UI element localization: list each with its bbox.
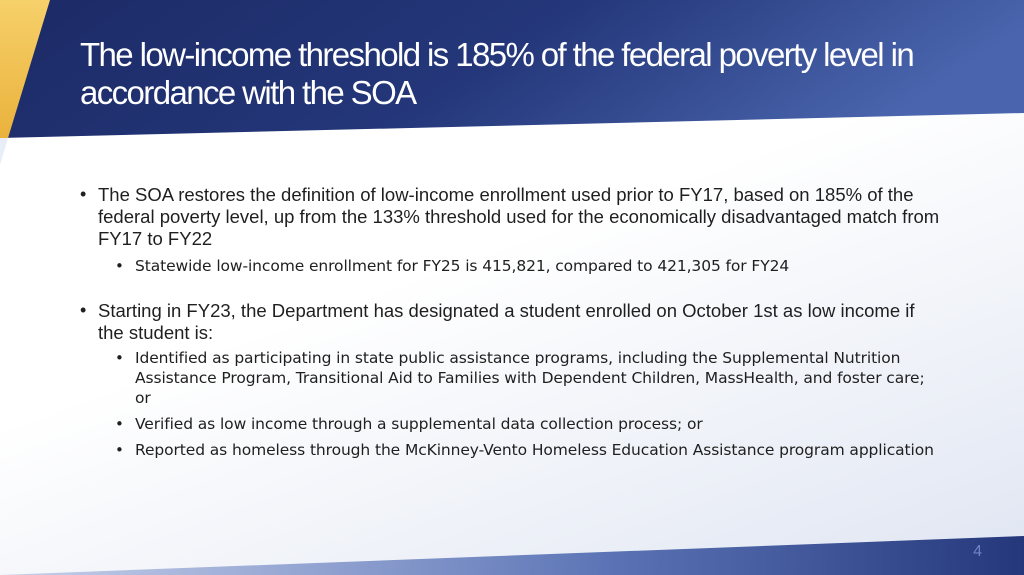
- bullet-starting-fy23: [80, 300, 940, 344]
- footer-band-shape: [0, 536, 1024, 575]
- bullet-text: Starting in FY23, the Department has designated a student enrolled on October 1st as low income if the student is:: [98, 300, 915, 343]
- sub-bullet-marker: •: [115, 349, 124, 367]
- slide-body: [80, 184, 940, 460]
- sub-bullet-marker: •: [115, 257, 124, 275]
- sub-bullet-verified-low-income: [115, 414, 940, 434]
- sub-bullet-public-assistance: [115, 348, 940, 408]
- page-number: 4: [973, 543, 982, 560]
- bullet-restores-definition: [80, 184, 940, 250]
- slide-title: The low-income threshold is 185% of the federal poverty level in accordance with the SOA: [80, 36, 914, 111]
- bullet-marker: •: [80, 184, 87, 204]
- bullet-marker: •: [80, 300, 87, 320]
- sub-bullet-marker: •: [115, 415, 124, 433]
- sub-bullet-text: Identified as participating in state public assistance programs, including the Supplemental Nutrition Assistance Program, Transitional Aid to Families with Dependent Children, MassHealth, and foster care; or: [135, 349, 925, 407]
- sub-bullet-homeless: [115, 440, 940, 460]
- bullet-text: The SOA restores the definition of low-income enrollment used prior to FY17, based on 185% of the federal poverty level, up from the 133% threshold used for the economically disadvantaged match from FY17 to FY22: [98, 184, 940, 249]
- sub-bullet-statewide-enrollment: [115, 256, 940, 276]
- sub-bullet-marker: •: [115, 441, 124, 459]
- sub-bullet-text: Verified as low income through a supplemental data collection process; or: [135, 415, 703, 433]
- sub-bullet-text: Reported as homeless through the McKinney-Vento Homeless Education Assistance program application: [135, 441, 934, 459]
- sub-bullet-text: Statewide low-income enrollment for FY25 is 415,821, compared to 421,305 for FY24: [135, 257, 790, 275]
